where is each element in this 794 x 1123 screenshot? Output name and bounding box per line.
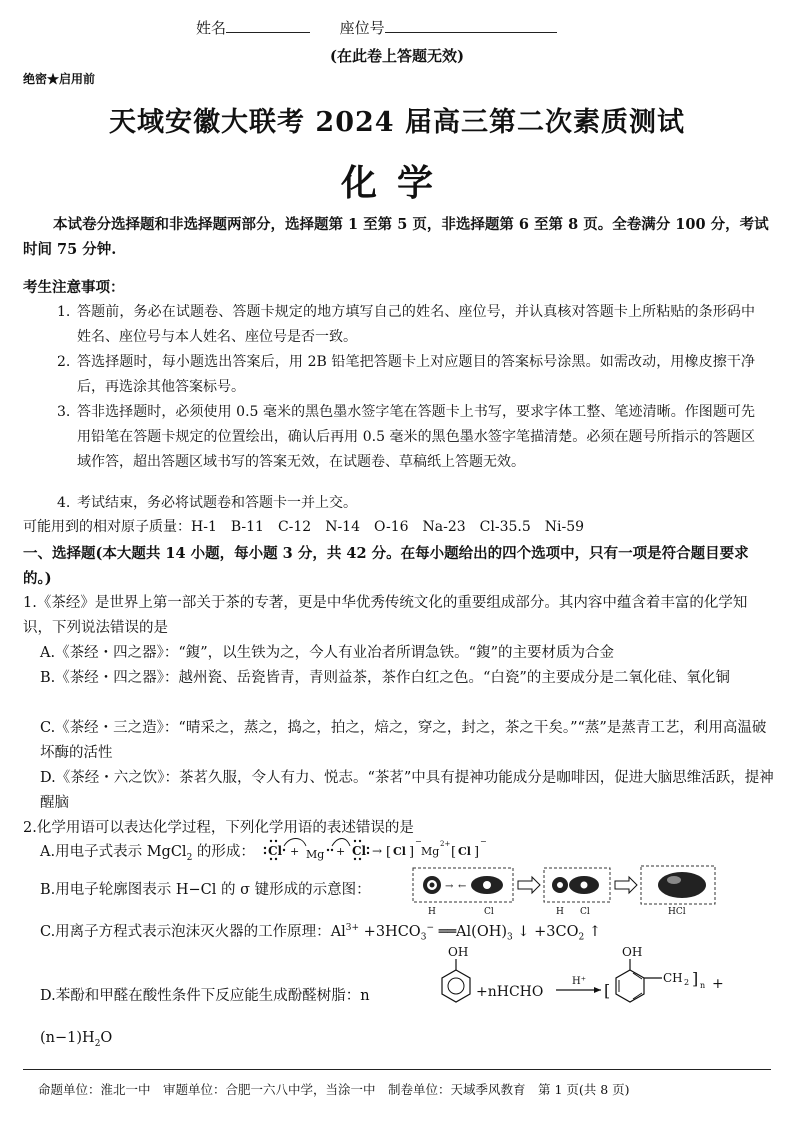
svg-text:−: − — [415, 837, 422, 846]
svg-text:HCl: HCl — [668, 907, 686, 916]
svg-text:Cl: Cl — [580, 907, 590, 916]
resin-unit-structure — [616, 945, 662, 1002]
svg-text:+: + — [290, 845, 300, 858]
svg-text:[: [ — [386, 845, 392, 860]
question-2-option-d: D.苯酚和甲醛在酸性条件下反应能生成酚醛树脂：n — [40, 988, 370, 1004]
svg-text:+: + — [712, 976, 724, 992]
svg-text:H: H — [428, 907, 436, 916]
question-1-option-d: D.《茶经・六之饮》：茶茗久服，令人有力、悦志。“茶茗”中具有提神功能成分是咖啡因，促进大脑思维活跃，提神醒脑 — [40, 770, 774, 811]
notice-num: 2. — [57, 354, 71, 370]
seat-label: 座位号 — [339, 19, 385, 37]
svg-text:CH: CH — [663, 971, 683, 985]
arrow-icon — [615, 877, 637, 893]
svg-text:Cl: Cl — [393, 845, 406, 858]
svg-text:+nHCHO: +nHCHO — [476, 984, 544, 1000]
svg-text:+: + — [336, 845, 346, 858]
svg-text:2+: 2+ — [440, 840, 451, 848]
notice-text: 考试结束，务必将试题卷和答题卡一并上交。 — [77, 495, 357, 511]
svg-text:←: ← — [458, 881, 467, 892]
question-1-option-a: A.《茶经・四之器》：“鍑”，以生铁为之，今人有业冶者所谓急铁。“鍑”的主要材质为合金 — [40, 645, 614, 661]
cl-atom-right — [352, 840, 369, 860]
question-2-option-d-tail: $(n-1)H_2O$ — [40, 1030, 113, 1049]
svg-text:2: 2 — [684, 978, 690, 987]
name-field[interactable] — [226, 18, 310, 33]
notice-text: 答题前，务必在试题卷、答题卡规定的地方填写自己的姓名、座位号，并认真核对答题卡上所粘贴的条形码中姓名、座位号与本人姓名、座位号是否一致。 — [77, 304, 755, 345]
notice-heading: 考生注意事项： — [23, 279, 125, 296]
svg-text:Cl: Cl — [458, 845, 471, 858]
svg-text:[: [ — [451, 845, 457, 860]
svg-text:[: [ — [604, 981, 611, 1000]
invalid-note: (在此卷上答题无效) — [329, 47, 465, 65]
svg-text:H: H — [556, 907, 564, 916]
footer-text: 命题单位：淮北一中 审题单位：合肥一六八中学，当涂一中 制卷单位：天域季风教育 第 1 页(共 8 页) — [38, 1082, 630, 1097]
name-label: 姓名 — [196, 19, 227, 37]
cl-atom-left — [264, 840, 285, 860]
question-1-option-c: C.《茶经・三之造》：“晴采之，蒸之，捣之，拍之，焙之，穿之，封之，茶之干矣。”“蒸”是蒸青工艺，利用高温破坏酶的活性 — [40, 720, 767, 761]
question-2-option-a: A.用电子式表示 MgCl$_2$ 的形成： — [40, 844, 255, 863]
phenol-structure — [442, 945, 470, 1002]
hcl-sigma-bond-diagram — [412, 864, 718, 916]
subject-title: 化学 — [340, 162, 453, 204]
notice-num: 3. — [57, 404, 71, 420]
atomic-masses: 可能用到的相对原子质量：H-1 B-11 C-12 N-14 O-16 Na-23 Cl-35.5 Ni-59 — [23, 519, 585, 535]
svg-text:OH: OH — [622, 945, 643, 959]
svg-text:Cl: Cl — [268, 844, 283, 858]
question-1-stem: 1.《茶经》是世界上第一部关于茶的专著，更是中华优秀传统文化的重要组成部分。其内容中蕴含着丰富的化学知识，下列说法错误的是 — [23, 595, 748, 636]
section-heading: 一、选择题(本大题共 14 小题，每小题 3 分，共 42 分。在每小题给出的四个选项中，只有一项是符合题目要求的。) — [23, 545, 749, 587]
seat-field[interactable] — [385, 18, 557, 33]
svg-text:→: → — [445, 881, 454, 892]
question-2-stem: 2.化学用语可以表达化学过程，下列化学用语的表述错误的是 — [23, 820, 414, 836]
footer-divider — [23, 1069, 771, 1070]
svg-text:]: ] — [474, 845, 480, 860]
svg-text:n: n — [700, 981, 706, 990]
question-2-option-c: C.用离子方程式表示泡沫灭火器的工作原理：$Al^{3+} +3HCO_3^-$ $══Al(OH)_3$ ↓ $+3CO_2$ ↑ — [40, 923, 601, 943]
secret-mark: 绝密★启用前 — [23, 72, 96, 86]
mg-atom: Mg — [306, 848, 325, 861]
name-seat-row — [196, 17, 557, 38]
notice-text: 答非选择题时，必须使用 0.5 毫米的黑色墨水签字笔在答题卡上书写，要求字体工整、笔迹清晰。作图题可先用铅笔在答题卡规定的位置绘出，确认后再用 0.5 毫米的黑色墨水签字笔描清楚。必须在题号所指示的答题区域作答，超出答题区域书写的答案无效，在试题卷、草稿纸上答题无效。 — [77, 404, 755, 470]
svg-text:]: ] — [409, 845, 415, 860]
svg-text:OH: OH — [448, 945, 469, 959]
mg-ion: Mg — [421, 845, 440, 858]
notice-text: 答选择题时，每小题选出答案后，用 2B 铅笔把答题卡上对应题目的答案标号涂黑。如需改动，用橡皮擦干净后，再选涂其他答案标号。 — [77, 354, 755, 395]
svg-text:Cl: Cl — [484, 907, 494, 916]
question-2-option-b: B.用电子轮廓图表示 H−Cl 的 σ 键形成的示意图： — [40, 882, 371, 898]
phenol-resin-equation — [426, 944, 736, 1014]
notice-num: 4. — [57, 495, 71, 511]
svg-text:−: − — [480, 837, 487, 846]
reaction-arrow-icon: → — [372, 844, 383, 858]
notice-num: 1. — [57, 304, 71, 320]
svg-text:H⁺: H⁺ — [572, 976, 586, 987]
mgcl2-electron-dot-diagram — [260, 836, 500, 866]
arrow-icon — [518, 877, 540, 893]
intro-paragraph: 本试卷分选择题和非选择题两部分，选择题第 1 至第 5 页，非选择题第 6 至第 8 页。全卷满分 100 分，考试时间 75 分钟. — [23, 216, 769, 258]
exam-title: 天域安徽大联考 2024 届高三第二次素质测试 — [109, 107, 685, 138]
svg-text:]: ] — [692, 969, 699, 988]
svg-text:Cl: Cl — [352, 844, 367, 858]
question-1-option-b: B.《茶经・四之器》：越州瓷、岳瓷皆青，青则益茶，茶作白红之色。“白瓷”的主要成分是二氧化硅、氧化铜 — [40, 670, 730, 686]
